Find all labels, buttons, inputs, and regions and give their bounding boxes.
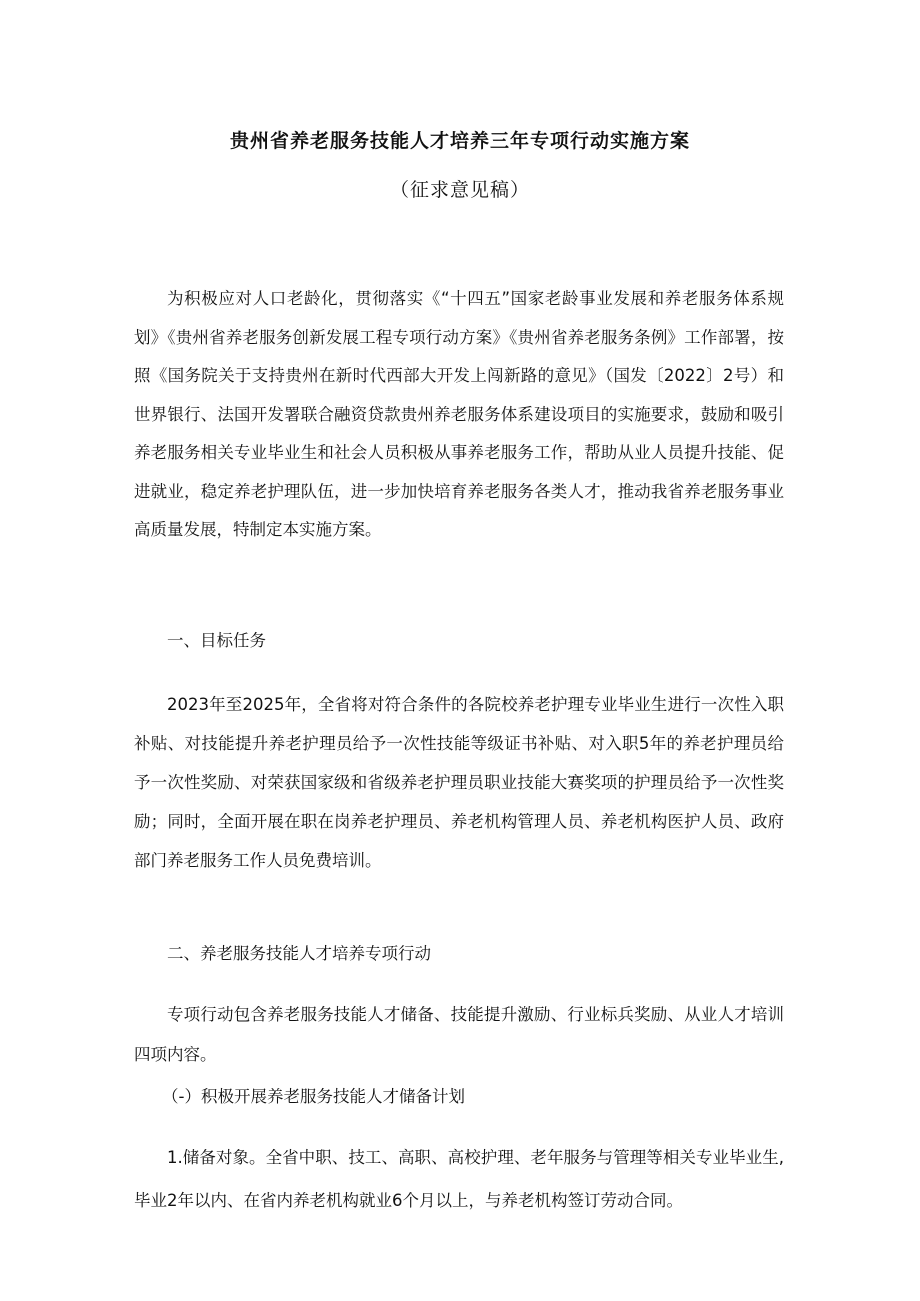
- section-heading-goals: 一、目标任务: [167, 631, 266, 650]
- goals-paragraph: 2023年至2025年，全省将对符合条件的各院校养老护理专业毕业生进行一次性入职补贴、对技能提升养老护理员给予一次性技能等级证书补贴、对入职5年的养老护理员给予一次性奖励、对荣获国家级和省级养老护理员职业技能大赛奖项的护理员给予一次性奖励；同时，全面开展在职在岗养老护理员、养老机构管理人员、养老机构医护人员、政府部门养老服务工作人员免费培训。: [134, 695, 784, 870]
- action-paragraph: 专项行动包含养老服务技能人才储备、技能提升激励、行业标兵奖励、从业人才培训四项内容。: [134, 1005, 784, 1064]
- document-subtitle: （征求意见稿）: [389, 179, 530, 201]
- reserve-item-paragraph: 1.储备对象。全省中职、技工、高职、高校护理、老年服务与管理等相关专业毕业生,毕业2年以内、在省内养老机构就业6个月以上，与养老机构签订劳动合同。: [134, 1148, 784, 1210]
- section-heading-action: 二、养老服务技能人才培养专项行动: [167, 944, 431, 963]
- document-title: 贵州省养老服务技能人才培养三年专项行动实施方案: [229, 130, 690, 152]
- subsection-heading-reserve: （-）积极开展养老服务技能人才储备计划: [162, 1087, 465, 1106]
- intro-paragraph: 为积极应对人口老龄化，贯彻落实《“十四五”国家老龄事业发展和养老服务体系规划》《贵州省养老服务创新发展工程专项行动方案》《贵州省养老服务条例》工作部署，按照《国务院关于支持贵州在新时代西部大开发上闯新路的意见》（国发〔2022〕2号）和世界银行、法国开发署联合融资贷款贵州养老服务体系建设项目的实施要求，鼓励和吸引养老服务相关专业毕业生和社会人员积极从事养老服务工作，帮助从业人员提升技能、促进就业，稳定养老护理队伍，进一步加快培育养老服务各类人才，推动我省养老服务事业高质量发展，特制定本实施方案。: [134, 289, 784, 539]
